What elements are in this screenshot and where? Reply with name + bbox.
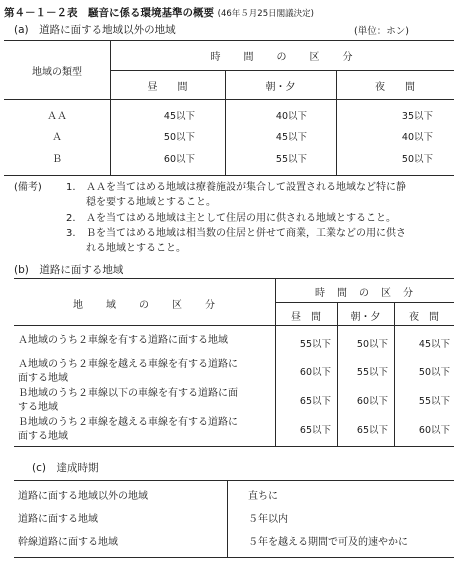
table-cell: 65以下 [356,425,388,436]
table-cell: 40以下 [401,132,433,143]
note-number: 3. [66,228,76,239]
table-cell: 50以下 [401,154,433,165]
note-line: Ｂを当てはめる地域は相当数の住居と併せて商業，工業などの用に供さ [86,228,406,239]
notes-label: (備考) [14,182,42,193]
table-cell: 50以下 [356,339,388,350]
header-area-type: 地域の類型 [32,67,82,78]
table-cell: 50以下 [163,132,195,143]
table-cell: 35以下 [401,111,433,122]
section-c-label: (c) 達成時期 [32,462,99,474]
table-cell: 45以下 [163,111,195,122]
area-desc: 面する地域 [18,373,68,384]
table-cell: 60以下 [163,154,195,165]
table-cell: 55以下 [418,396,450,407]
header-morning-evening: 朝・夕 [265,82,296,93]
achievement-area: 幹線道路に面する地域 [18,537,118,548]
note-number: 2. [66,213,76,224]
table-cell: 55以下 [275,154,307,165]
header-night: 夜 間 [375,82,415,93]
note-line: れる地域とすること。 [86,243,186,254]
area-desc: 面する地域 [18,431,68,442]
row-type-b: Ｂ [52,154,62,165]
note-number: 1. [66,182,76,193]
title-text: 第４－１－２表 騒音に係る環境基準の概要 [4,7,214,19]
note-line: ＡＡを当てはめる地域は療養施設が集合して設置される地域など特に静 [86,182,406,193]
header-time-division: 時 間 の 区 分 [315,288,414,299]
table-cell: 65以下 [299,425,331,436]
table-cell: 60以下 [356,396,388,407]
unit-label: (単位：ホン) [354,26,409,37]
header-morning-evening: 朝・夕 [350,312,381,323]
table-title [4,5,314,20]
note-line: 穏を要する地域とすること。 [86,197,216,208]
achievement-area: 道路に面する地域以外の地域 [18,491,148,502]
area-desc: する地域 [18,402,58,413]
table-cell: 45以下 [275,132,307,143]
header-area-division: 地 域 の 区 分 [73,300,216,311]
note-line: Ａを当てはめる地域は主として住居の用に供される地域とすること。 [86,213,396,224]
table-cell: 45以下 [418,339,450,350]
table-cell: 55以下 [299,339,331,350]
area-desc: Ｂ地域のうち２車線を越える車線を有する道路に [18,417,238,428]
table-cell: 65以下 [299,396,331,407]
header-daytime: 昼 間 [291,312,321,323]
area-desc: Ａ地域のうち２車線を有する道路に面する地域 [18,335,228,346]
section-a-label: (a) 道路に面する地域以外の地域 [14,24,176,36]
table-cell: 40以下 [275,111,307,122]
header-time-division: 時 間 の 区 分 [210,52,354,63]
table-cell: 60以下 [418,425,450,436]
row-type-aa: ＡＡ [47,111,67,122]
achievement-timing: 直ちに [248,491,278,502]
title-note: (46年５月25日閣議決定) [217,9,314,19]
header-night: 夜 間 [409,312,439,323]
area-desc: Ａ地域のうち２車線を越える車線を有する道路に [18,359,238,370]
row-type-a: Ａ [52,132,62,143]
section-b-label: (b) 道路に面する地域 [14,264,124,276]
table-cell: 50以下 [418,367,450,378]
achievement-area: 道路に面する地域 [18,514,98,525]
header-daytime: 昼 間 [147,82,188,93]
table-cell: 60以下 [299,367,331,378]
area-desc: Ｂ地域のうち２車線以下の車線を有する道路に面 [18,388,238,399]
achievement-timing: ５年を越える期間で可及的速やかに [248,537,408,548]
table-cell: 55以下 [356,367,388,378]
achievement-timing: ５年以内 [248,514,288,525]
